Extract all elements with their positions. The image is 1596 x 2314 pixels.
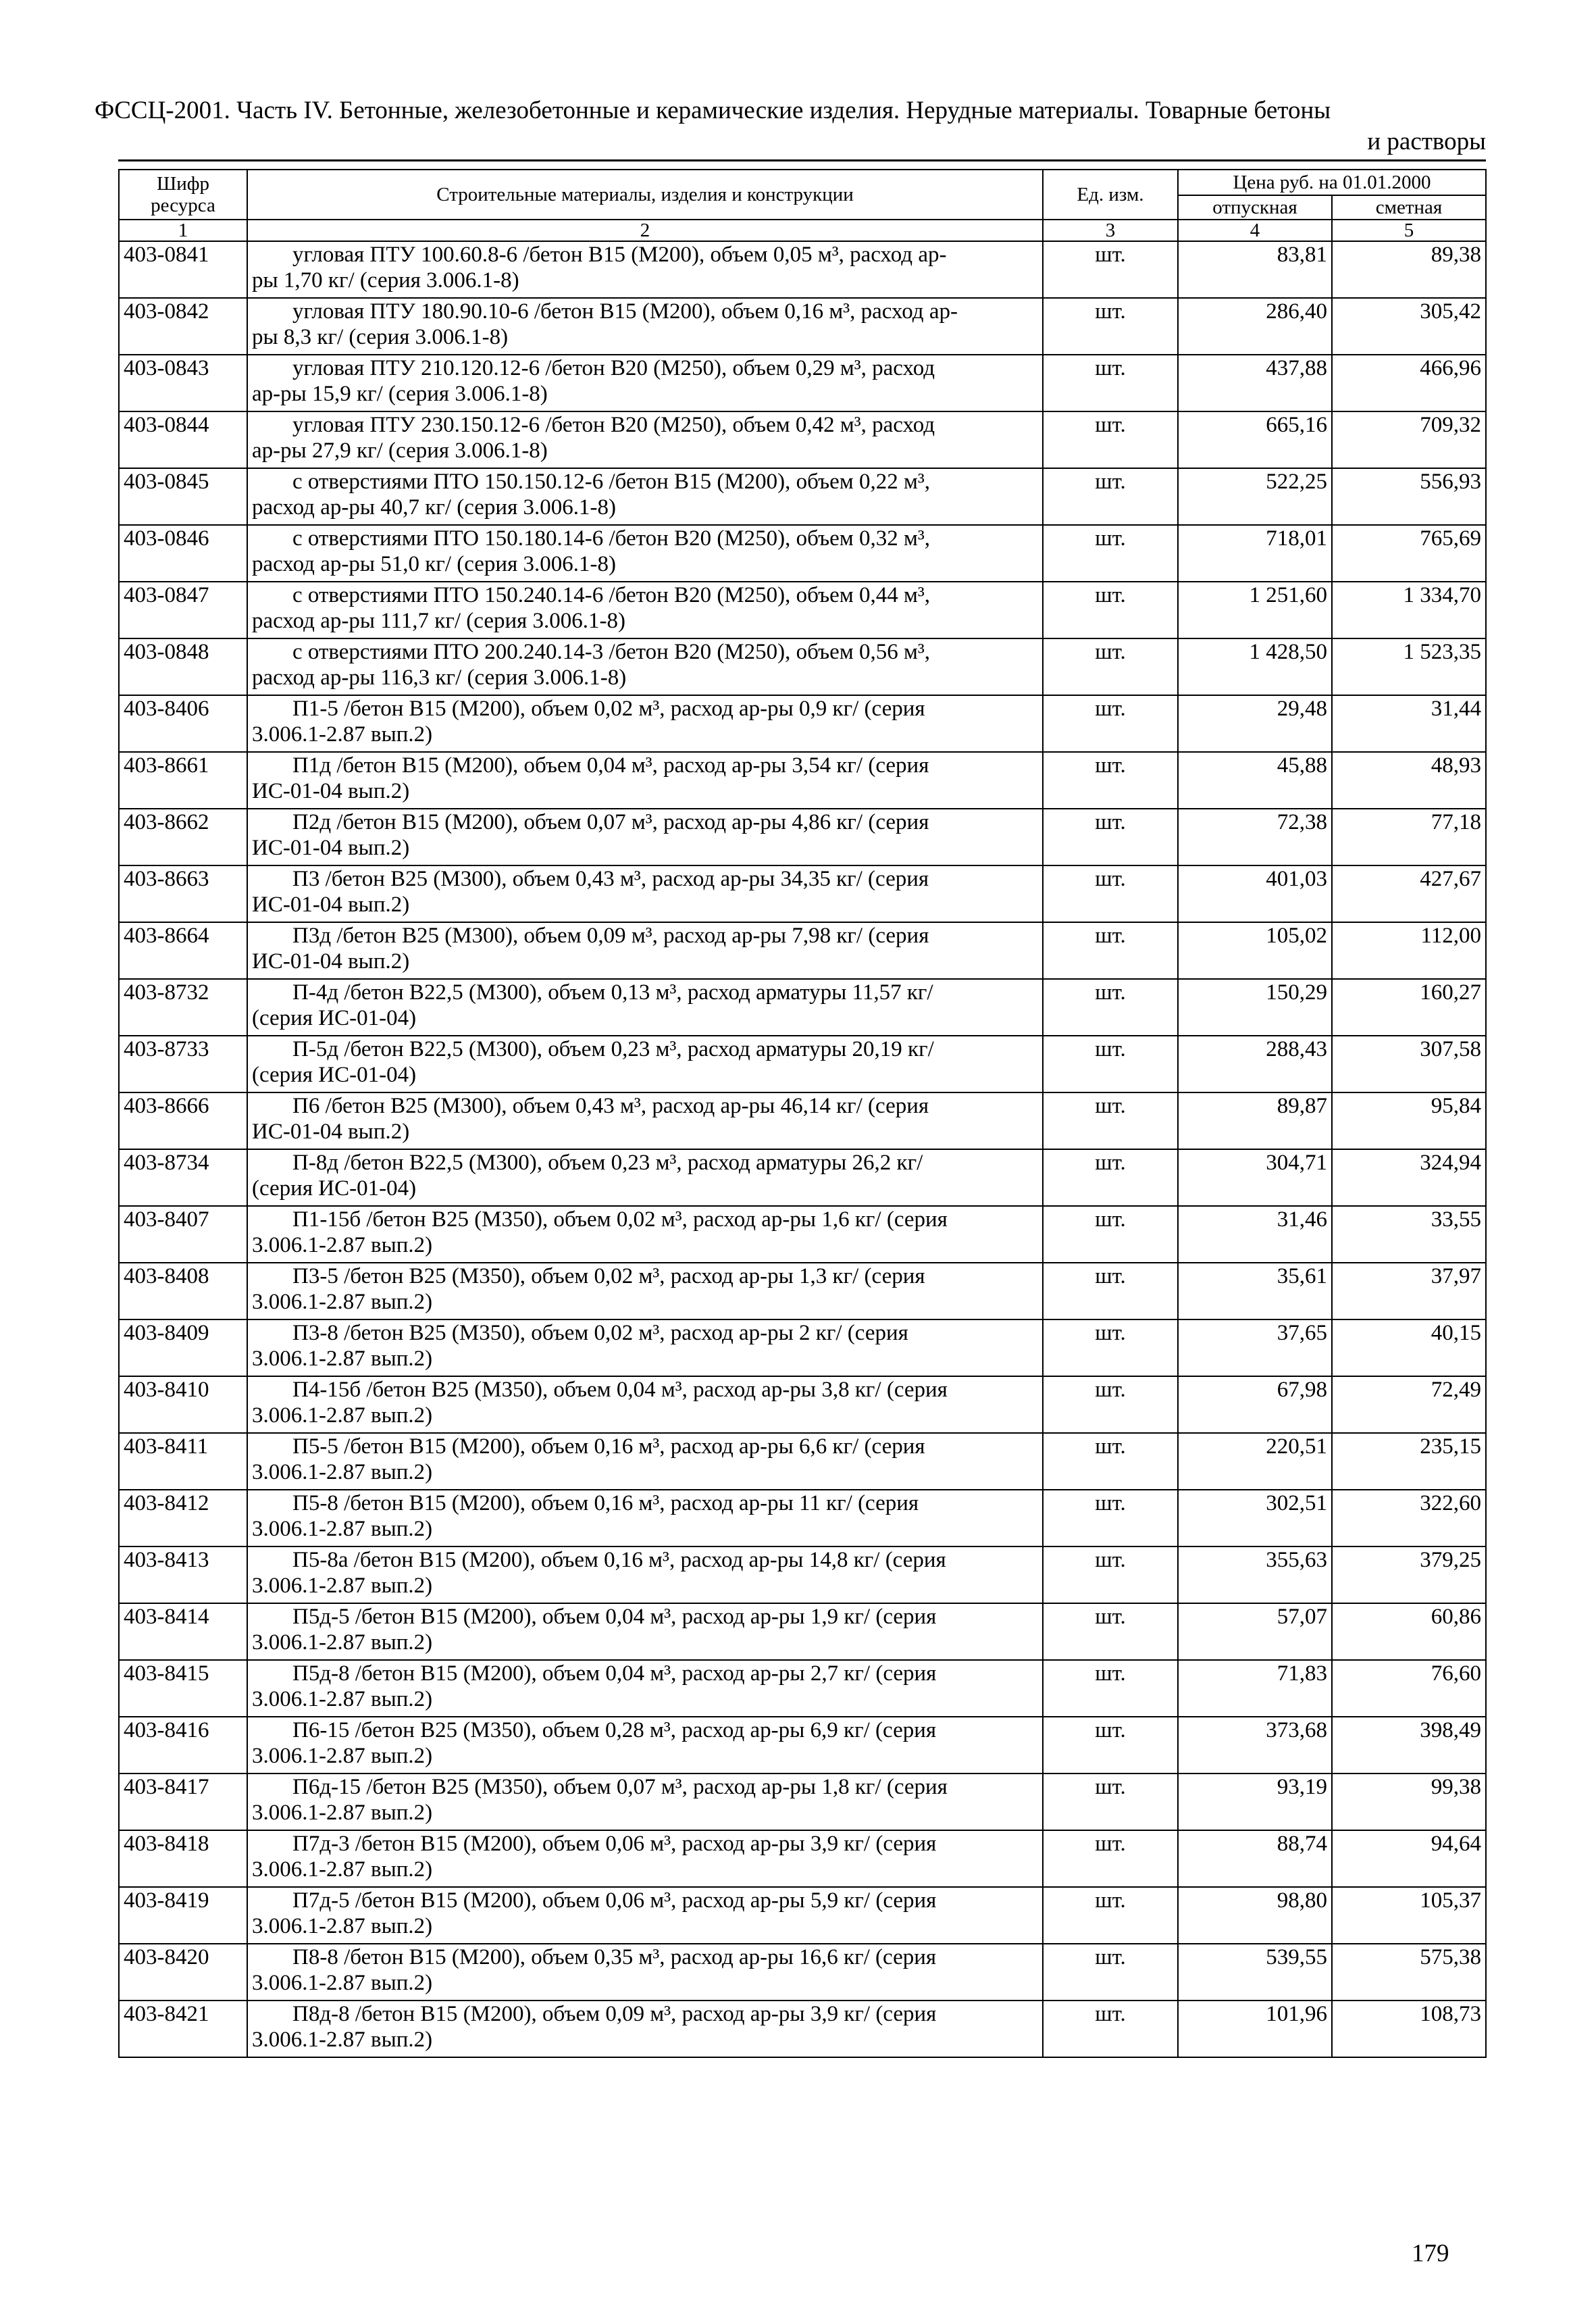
estimate-price-cell: 76,60 (1332, 1660, 1486, 1717)
estimate-price-cell: 765,69 (1332, 525, 1486, 582)
unit-cell: шт. (1043, 2001, 1178, 2057)
estimate-price-cell: 72,49 (1332, 1376, 1486, 1433)
item-name-cell (247, 1376, 1043, 1433)
item-name-line1: П7д-5 /бетон В15 (М200), объем 0,06 м³, расход ар-ры 5,9 кг/ (серия (292, 1888, 937, 1913)
col-num-4: 4 (1178, 220, 1332, 241)
table-row (119, 1376, 1486, 1433)
resource-code-cell: 403-8416 (119, 1717, 247, 1774)
resource-code-cell: 403-8666 (119, 1092, 247, 1149)
release-price-cell: 29,48 (1178, 695, 1332, 752)
item-name-line1: П8-8 /бетон В15 (М200), объем 0,35 м³, расход ар-ры 16,6 кг/ (серия (292, 1945, 937, 1969)
resource-code-cell: 403-0842 (119, 298, 247, 355)
item-name-line2: ИС-01-04 вып.2) (252, 836, 410, 860)
release-price-cell: 105,02 (1178, 922, 1332, 979)
unit-cell: шт. (1043, 865, 1178, 922)
unit-cell: шт. (1043, 1717, 1178, 1774)
item-name-line2: 3.006.1-2.87 вып.2) (252, 1687, 433, 1711)
item-name-line2: (серия ИС-01-04) (252, 1006, 417, 1030)
release-price-cell: 72,38 (1178, 809, 1332, 865)
col-num-2: 2 (247, 220, 1043, 241)
unit-cell: шт. (1043, 1774, 1178, 1830)
release-price-cell: 57,07 (1178, 1603, 1332, 1660)
item-name-cell (247, 1036, 1043, 1092)
item-name-cell (247, 2001, 1043, 2057)
unit-cell: шт. (1043, 582, 1178, 638)
item-name-line2: 3.006.1-2.87 вып.2) (252, 1233, 433, 1257)
resource-code-cell: 403-8420 (119, 1944, 247, 2001)
item-name-line1: угловая ПТУ 100.60.8-6 /бетон В15 (М200), объем 0,05 м³, расход ар- (292, 243, 947, 267)
item-name-line2: расход ар-ры 111,7 кг/ (серия 3.006.1-8) (252, 609, 626, 633)
item-name-line1: П5-8а /бетон В15 (М200), объем 0,16 м³, расход ар-ры 14,8 кг/ (серия (292, 1548, 946, 1572)
resource-code-cell: 403-0848 (119, 638, 247, 695)
unit-cell: шт. (1043, 809, 1178, 865)
unit-cell: шт. (1043, 1036, 1178, 1092)
unit-cell: шт. (1043, 468, 1178, 525)
item-name-line2: ИС-01-04 вып.2) (252, 1120, 410, 1144)
release-price-cell: 37,65 (1178, 1319, 1332, 1376)
unit-cell: шт. (1043, 411, 1178, 468)
estimate-price-cell: 379,25 (1332, 1546, 1486, 1603)
item-name-line1: П5д-5 /бетон В15 (М200), объем 0,04 м³, расход ар-ры 1,9 кг/ (серия (292, 1605, 937, 1629)
unit-cell: шт. (1043, 1660, 1178, 1717)
release-price-cell: 31,46 (1178, 1206, 1332, 1263)
item-name-cell (247, 1433, 1043, 1490)
unit-cell: шт. (1043, 241, 1178, 298)
item-name-cell (247, 525, 1043, 582)
col-num-3: 3 (1043, 220, 1178, 241)
unit-cell: шт. (1043, 979, 1178, 1036)
item-name-line1: П1д /бетон В15 (М200), объем 0,04 м³, расход ар-ры 3,54 кг/ (серия (292, 753, 929, 778)
resource-code-cell: 403-8411 (119, 1433, 247, 1490)
estimate-price-cell: 427,67 (1332, 865, 1486, 922)
unit-cell: шт. (1043, 1433, 1178, 1490)
item-name-line2: ИС-01-04 вып.2) (252, 949, 410, 974)
item-name-cell (247, 1319, 1043, 1376)
table-row (119, 241, 1486, 298)
item-name-line2: ИС-01-04 вып.2) (252, 779, 410, 803)
item-name-cell (247, 1660, 1043, 1717)
item-name-cell (247, 922, 1043, 979)
table-row (119, 1603, 1486, 1660)
table-row (119, 1036, 1486, 1092)
release-price-cell: 355,63 (1178, 1546, 1332, 1603)
resource-code-cell: 403-8406 (119, 695, 247, 752)
unit-cell: шт. (1043, 695, 1178, 752)
unit-cell: шт. (1043, 638, 1178, 695)
col-header-unit: Ед. изм. (1043, 170, 1178, 220)
item-name-cell (247, 752, 1043, 809)
item-name-line2: (серия ИС-01-04) (252, 1063, 417, 1087)
estimate-price-cell: 575,38 (1332, 1944, 1486, 2001)
estimate-price-cell: 556,93 (1332, 468, 1486, 525)
table-row (119, 922, 1486, 979)
release-price-cell: 304,71 (1178, 1149, 1332, 1206)
col-header-code: Шифр ресурса (119, 170, 247, 220)
estimate-price-cell: 307,58 (1332, 1036, 1486, 1092)
unit-cell: шт. (1043, 1490, 1178, 1546)
item-name-line1: П1-5 /бетон В15 (М200), объем 0,02 м³, расход ар-ры 0,9 кг/ (серия (292, 697, 925, 721)
item-name-line1: П-4д /бетон В22,5 (М300), объем 0,13 м³, расход арматуры 11,57 кг/ (292, 980, 933, 1005)
unit-cell: шт. (1043, 355, 1178, 411)
unit-cell: шт. (1043, 922, 1178, 979)
table-row (119, 298, 1486, 355)
resource-code-cell: 403-0845 (119, 468, 247, 525)
item-name-cell (247, 979, 1043, 1036)
table-row (119, 1263, 1486, 1319)
item-name-line2: расход ар-ры 40,7 кг/ (серия 3.006.1-8) (252, 495, 616, 520)
item-name-cell (247, 1490, 1043, 1546)
table-row (119, 1660, 1486, 1717)
resource-code-cell: 403-8732 (119, 979, 247, 1036)
estimate-price-cell: 60,86 (1332, 1603, 1486, 1660)
table-row (119, 1830, 1486, 1887)
resource-code-cell: 403-8418 (119, 1830, 247, 1887)
release-price-cell: 220,51 (1178, 1433, 1332, 1490)
estimate-price-cell: 235,15 (1332, 1433, 1486, 1490)
item-name-cell (247, 1263, 1043, 1319)
table-row (119, 1546, 1486, 1603)
col-header-name: Строительные материалы, изделия и конструкции (247, 170, 1043, 220)
item-name-cell (247, 298, 1043, 355)
estimate-price-cell: 1 523,35 (1332, 638, 1486, 695)
item-name-cell (247, 1603, 1043, 1660)
table-row (119, 468, 1486, 525)
resource-code-cell: 403-8408 (119, 1263, 247, 1319)
release-price-cell: 67,98 (1178, 1376, 1332, 1433)
table-row (119, 1887, 1486, 1944)
release-price-cell: 150,29 (1178, 979, 1332, 1036)
item-name-line1: П3д /бетон В25 (М300), объем 0,09 м³, расход ар-ры 7,98 кг/ (серия (292, 924, 929, 948)
release-price-cell: 83,81 (1178, 241, 1332, 298)
item-name-line2: 3.006.1-2.87 вып.2) (252, 1801, 433, 1825)
col-header-release: отпускная (1178, 195, 1332, 220)
item-name-cell (247, 1830, 1043, 1887)
table-row (119, 1319, 1486, 1376)
resource-code-cell: 403-8413 (119, 1546, 247, 1603)
item-name-line2: ры 1,70 кг/ (серия 3.006.1-8) (252, 268, 519, 293)
table-row (119, 1490, 1486, 1546)
item-name-line1: П6 /бетон В25 (М300), объем 0,43 м³, расход ар-ры 46,14 кг/ (серия (292, 1094, 929, 1118)
unit-cell: шт. (1043, 1263, 1178, 1319)
resource-code-cell: 403-8733 (119, 1036, 247, 1092)
table-row (119, 1149, 1486, 1206)
table-row (119, 865, 1486, 922)
item-name-line1: П6д-15 /бетон В25 (М350), объем 0,07 м³, расход ар-ры 1,8 кг/ (серия (292, 1775, 948, 1799)
item-name-cell (247, 1546, 1043, 1603)
item-name-line2: ры 8,3 кг/ (серия 3.006.1-8) (252, 325, 509, 349)
item-name-line1: П5-5 /бетон В15 (М200), объем 0,16 м³, расход ар-ры 6,6 кг/ (серия (292, 1434, 925, 1459)
estimate-price-cell: 709,32 (1332, 411, 1486, 468)
item-name-cell (247, 241, 1043, 298)
item-name-cell (247, 1149, 1043, 1206)
item-name-cell (247, 809, 1043, 865)
col-num-1: 1 (119, 220, 247, 241)
page-header-title: ФССЦ-2001. Часть IV. Бетонные, железобетонные и керамические изделия. Нерудные материалы. Товарные бетоны (95, 97, 1331, 124)
estimate-price-cell: 305,42 (1332, 298, 1486, 355)
item-name-line1: угловая ПТУ 230.150.12-6 /бетон В20 (М250), объем 0,42 м³, расход (292, 413, 935, 437)
table-row (119, 355, 1486, 411)
release-price-cell: 45,88 (1178, 752, 1332, 809)
unit-cell: шт. (1043, 298, 1178, 355)
item-name-line2: ИС-01-04 вып.2) (252, 892, 410, 917)
resource-code-cell: 403-8417 (119, 1774, 247, 1830)
release-price-cell: 1 251,60 (1178, 582, 1332, 638)
item-name-line2: 3.006.1-2.87 вып.2) (252, 1460, 433, 1484)
release-price-cell: 665,16 (1178, 411, 1332, 468)
item-name-line1: П8д-8 /бетон В15 (М200), объем 0,09 м³, расход ар-ры 3,9 кг/ (серия (292, 2002, 937, 2026)
release-price-cell: 35,61 (1178, 1263, 1332, 1319)
item-name-line1: П-8д /бетон В22,5 (М300), объем 0,23 м³, расход арматуры 26,2 кг/ (292, 1151, 923, 1175)
unit-cell: шт. (1043, 1319, 1178, 1376)
item-name-cell (247, 1774, 1043, 1830)
item-name-cell (247, 1206, 1043, 1263)
item-name-line2: 3.006.1-2.87 вып.2) (252, 1403, 433, 1428)
unit-cell: шт. (1043, 1603, 1178, 1660)
release-price-cell: 286,40 (1178, 298, 1332, 355)
table-row (119, 1944, 1486, 2001)
item-name-line2: 3.006.1-2.87 вып.2) (252, 1517, 433, 1541)
estimate-price-cell: 77,18 (1332, 809, 1486, 865)
item-name-line1: П5д-8 /бетон В15 (М200), объем 0,04 м³, расход ар-ры 2,7 кг/ (серия (292, 1661, 937, 1686)
estimate-price-cell: 108,73 (1332, 2001, 1486, 2057)
resource-code-cell: 403-0844 (119, 411, 247, 468)
estimate-price-cell: 94,64 (1332, 1830, 1486, 1887)
estimate-price-cell: 31,44 (1332, 695, 1486, 752)
table-row (119, 1717, 1486, 1774)
item-name-line2: 3.006.1-2.87 вып.2) (252, 2028, 433, 2052)
col-header-price: Цена руб. на 01.01.2000 (1178, 170, 1486, 195)
item-name-line1: угловая ПТУ 210.120.12-6 /бетон В20 (М250), объем 0,29 м³, расход (292, 356, 935, 380)
table-row (119, 411, 1486, 468)
table-row (119, 1092, 1486, 1149)
item-name-cell (247, 1944, 1043, 2001)
resource-code-cell: 403-0843 (119, 355, 247, 411)
col-header-estimate: сметная (1332, 195, 1486, 220)
table-row (119, 1206, 1486, 1263)
unit-cell: шт. (1043, 1376, 1178, 1433)
release-price-cell: 89,87 (1178, 1092, 1332, 1149)
estimate-price-cell: 112,00 (1332, 922, 1486, 979)
unit-cell: шт. (1043, 1546, 1178, 1603)
item-name-line1: с отверстиями ПТО 150.180.14-6 /бетон В20 (М250), объем 0,32 м³, (292, 526, 930, 551)
unit-cell: шт. (1043, 1944, 1178, 2001)
estimate-price-cell: 99,38 (1332, 1774, 1486, 1830)
item-name-cell (247, 411, 1043, 468)
release-price-cell: 522,25 (1178, 468, 1332, 525)
resource-code-cell: 403-8414 (119, 1603, 247, 1660)
item-name-line2: 3.006.1-2.87 вып.2) (252, 1630, 433, 1655)
table-row (119, 525, 1486, 582)
release-price-cell: 71,83 (1178, 1660, 1332, 1717)
item-name-line1: П4-15б /бетон В25 (М350), объем 0,04 м³, расход ар-ры 3,8 кг/ (серия (292, 1378, 948, 1402)
resource-code-cell: 403-8419 (119, 1887, 247, 1944)
release-price-cell: 539,55 (1178, 1944, 1332, 2001)
item-name-line2: 3.006.1-2.87 вып.2) (252, 1971, 433, 1995)
item-name-line2: (серия ИС-01-04) (252, 1176, 417, 1201)
item-name-line2: ар-ры 15,9 кг/ (серия 3.006.1-8) (252, 382, 548, 406)
unit-cell: шт. (1043, 1092, 1178, 1149)
item-name-cell (247, 468, 1043, 525)
item-name-line1: П3 /бетон В25 (М300), объем 0,43 м³, расход ар-ры 34,35 кг/ (серия (292, 867, 929, 891)
resource-code-cell: 403-8662 (119, 809, 247, 865)
table-row (119, 752, 1486, 809)
estimate-price-cell: 33,55 (1332, 1206, 1486, 1263)
item-name-line1: П7д-3 /бетон В15 (М200), объем 0,06 м³, расход ар-ры 3,9 кг/ (серия (292, 1832, 937, 1856)
item-name-cell (247, 638, 1043, 695)
item-name-cell (247, 1092, 1043, 1149)
estimate-price-cell: 105,37 (1332, 1887, 1486, 1944)
release-price-cell: 288,43 (1178, 1036, 1332, 1092)
table-row (119, 695, 1486, 752)
item-name-line1: с отверстиями ПТО 150.240.14-6 /бетон В20 (М250), объем 0,44 м³, (292, 583, 930, 607)
estimate-price-cell: 160,27 (1332, 979, 1486, 1036)
estimate-price-cell: 37,97 (1332, 1263, 1486, 1319)
item-name-line1: П3-5 /бетон В25 (М350), объем 0,02 м³, расход ар-ры 1,3 кг/ (серия (292, 1264, 925, 1288)
resource-code-cell: 403-8410 (119, 1376, 247, 1433)
release-price-cell: 302,51 (1178, 1490, 1332, 1546)
item-name-line2: ар-ры 27,9 кг/ (серия 3.006.1-8) (252, 438, 548, 463)
item-name-cell (247, 1887, 1043, 1944)
price-table (118, 169, 1487, 2058)
table-body (119, 241, 1486, 2057)
resource-code-cell: 403-8412 (119, 1490, 247, 1546)
item-name-cell (247, 865, 1043, 922)
resource-code-cell: 403-8661 (119, 752, 247, 809)
item-name-line1: П-5д /бетон В22,5 (М300), объем 0,23 м³, расход арматуры 20,19 кг/ (292, 1037, 934, 1061)
release-price-cell: 437,88 (1178, 355, 1332, 411)
item-name-line1: П6-15 /бетон В25 (М350), объем 0,28 м³, расход ар-ры 6,9 кг/ (серия (292, 1718, 937, 1742)
resource-code-cell: 403-8664 (119, 922, 247, 979)
estimate-price-cell: 1 334,70 (1332, 582, 1486, 638)
estimate-price-cell: 95,84 (1332, 1092, 1486, 1149)
item-name-line2: расход ар-ры 51,0 кг/ (серия 3.006.1-8) (252, 552, 616, 576)
release-price-cell: 401,03 (1178, 865, 1332, 922)
unit-cell: шт. (1043, 1206, 1178, 1263)
release-price-cell: 98,80 (1178, 1887, 1332, 1944)
release-price-cell: 718,01 (1178, 525, 1332, 582)
table-row (119, 1774, 1486, 1830)
table-row (119, 979, 1486, 1036)
estimate-price-cell: 322,60 (1332, 1490, 1486, 1546)
item-name-line1: с отверстиями ПТО 150.150.12-6 /бетон В15 (М200), объем 0,22 м³, (292, 470, 930, 494)
item-name-line1: П2д /бетон В15 (М200), объем 0,07 м³, расход ар-ры 4,86 кг/ (серия (292, 810, 929, 834)
item-name-line2: 3.006.1-2.87 вып.2) (252, 722, 433, 747)
table-row (119, 582, 1486, 638)
estimate-price-cell: 89,38 (1332, 241, 1486, 298)
resource-code-cell: 403-0846 (119, 525, 247, 582)
resource-code-cell: 403-0841 (119, 241, 247, 298)
release-price-cell: 1 428,50 (1178, 638, 1332, 695)
col-num-5: 5 (1332, 220, 1486, 241)
resource-code-cell: 403-8663 (119, 865, 247, 922)
table-row (119, 638, 1486, 695)
table-row (119, 809, 1486, 865)
estimate-price-cell: 40,15 (1332, 1319, 1486, 1376)
item-name-line1: П3-8 /бетон В25 (М350), объем 0,02 м³, расход ар-ры 2 кг/ (серия (292, 1321, 908, 1345)
estimate-price-cell: 48,93 (1332, 752, 1486, 809)
resource-code-cell: 403-0847 (119, 582, 247, 638)
item-name-cell (247, 582, 1043, 638)
header-rule (118, 159, 1486, 161)
page-number: 179 (1412, 2240, 1449, 2267)
resource-code-cell: 403-8415 (119, 1660, 247, 1717)
item-name-line2: 3.006.1-2.87 вып.2) (252, 1744, 433, 1768)
item-name-line2: расход ар-ры 116,3 кг/ (серия 3.006.1-8) (252, 665, 627, 690)
release-price-cell: 93,19 (1178, 1774, 1332, 1830)
release-price-cell: 88,74 (1178, 1830, 1332, 1887)
item-name-line2: 3.006.1-2.87 вып.2) (252, 1857, 433, 1882)
item-name-cell (247, 1717, 1043, 1774)
item-name-line2: 3.006.1-2.87 вып.2) (252, 1914, 433, 1938)
resource-code-cell: 403-8734 (119, 1149, 247, 1206)
release-price-cell: 373,68 (1178, 1717, 1332, 1774)
item-name-line2: 3.006.1-2.87 вып.2) (252, 1290, 433, 1314)
estimate-price-cell: 324,94 (1332, 1149, 1486, 1206)
estimate-price-cell: 466,96 (1332, 355, 1486, 411)
unit-cell: шт. (1043, 1887, 1178, 1944)
page-header-title-cont: и растворы (1367, 128, 1486, 155)
unit-cell: шт. (1043, 525, 1178, 582)
unit-cell: шт. (1043, 1830, 1178, 1887)
item-name-line2: 3.006.1-2.87 вып.2) (252, 1574, 433, 1598)
resource-code-cell: 403-8421 (119, 2001, 247, 2057)
item-name-line1: П1-15б /бетон В25 (М350), объем 0,02 м³, расход ар-ры 1,6 кг/ (серия (292, 1207, 948, 1232)
item-name-line2: 3.006.1-2.87 вып.2) (252, 1347, 433, 1371)
release-price-cell: 101,96 (1178, 2001, 1332, 2057)
unit-cell: шт. (1043, 1149, 1178, 1206)
item-name-line1: с отверстиями ПТО 200.240.14-3 /бетон В20 (М250), объем 0,56 м³, (292, 640, 930, 664)
item-name-line1: П5-8 /бетон В15 (М200), объем 0,16 м³, расход ар-ры 11 кг/ (серия (292, 1491, 919, 1515)
item-name-cell (247, 355, 1043, 411)
table-row (119, 2001, 1486, 2057)
estimate-price-cell: 398,49 (1332, 1717, 1486, 1774)
item-name-line1: угловая ПТУ 180.90.10-6 /бетон В15 (М200), объем 0,16 м³, расход ар- (292, 299, 958, 324)
unit-cell: шт. (1043, 752, 1178, 809)
table-row (119, 1433, 1486, 1490)
item-name-cell (247, 695, 1043, 752)
resource-code-cell: 403-8407 (119, 1206, 247, 1263)
resource-code-cell: 403-8409 (119, 1319, 247, 1376)
